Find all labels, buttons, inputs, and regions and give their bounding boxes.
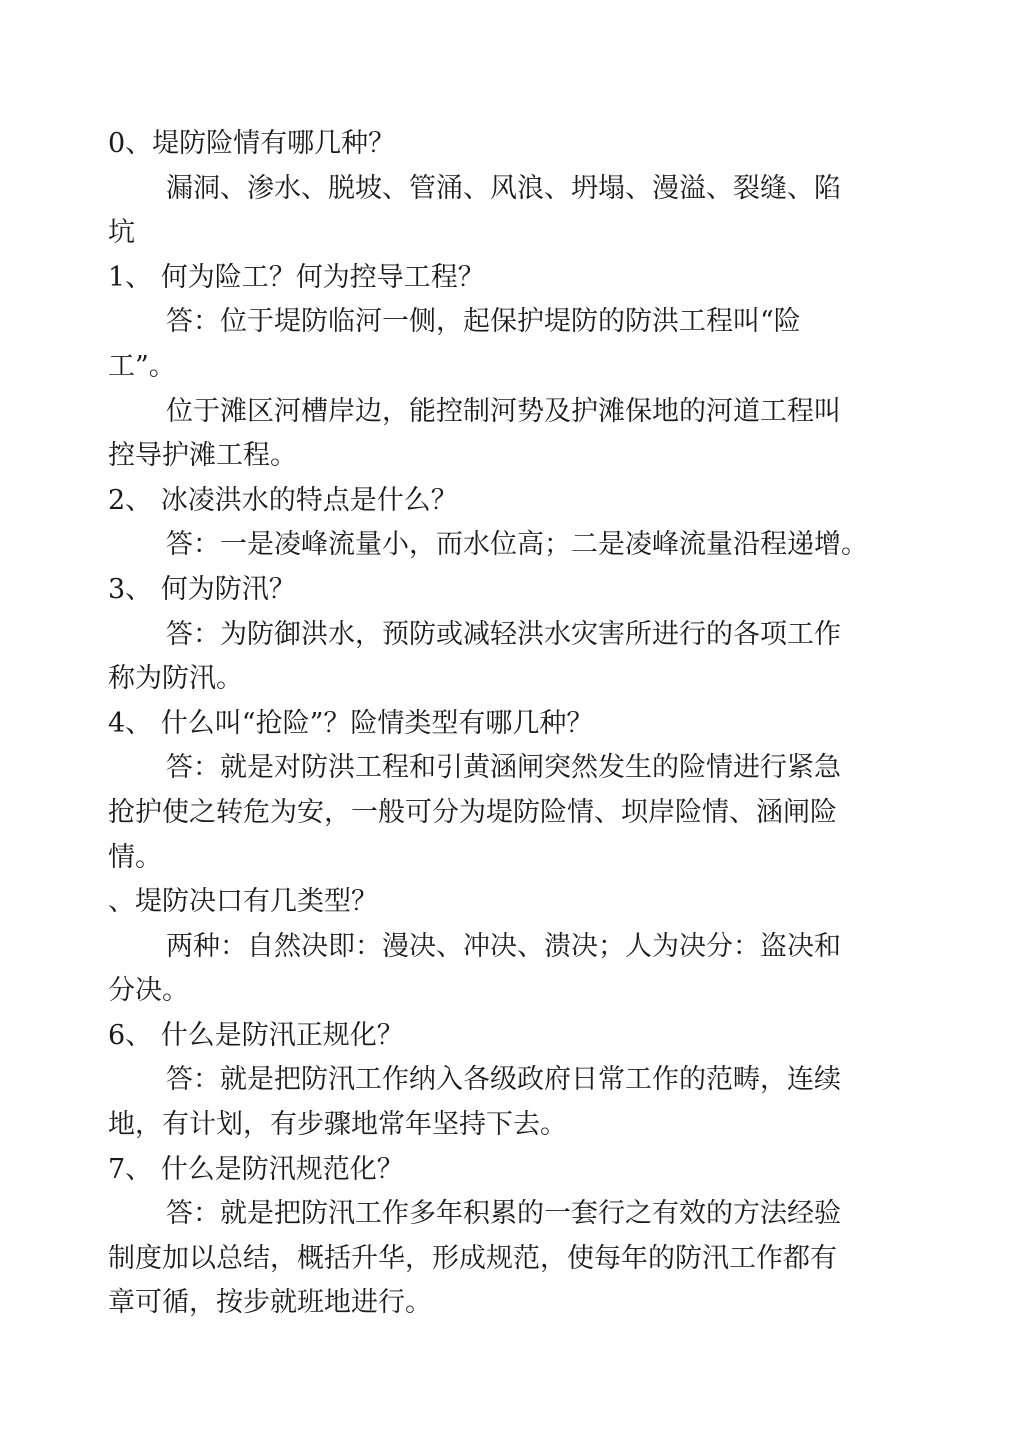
- answer-6-line-1: 答：就是把防汛工作纳入各级政府日常工作的范畴，连续: [166, 1064, 841, 1096]
- answer-5-line-2: 分决。: [108, 975, 189, 1007]
- answer-1-line-1: 答：位于堤防临河一侧，起保护堤防的防洪工程叫“险: [166, 306, 801, 338]
- document-body: [108, 122, 898, 1326]
- answer-3-line-2: 称为防汛。: [108, 663, 243, 695]
- answer-2-line-1: 答：一是凌峰流量小，而水位高；二是凌峰流量沿程递增。: [166, 529, 868, 561]
- question-0-heading: 0、堤防险情有哪几种？: [108, 128, 396, 159]
- answer-3-line-1: 答：为防御洪水，预防或减轻洪水灾害所进行的各项工作: [166, 618, 841, 650]
- answer-6-line-2: 地，有计划，有步骤地常年坚持下去。: [108, 1109, 567, 1141]
- answer-1-line-2: 工”。: [108, 350, 176, 382]
- answer-5-line-1: 两种：自然决即：漫决、冲决、溃决；人为决分：盗决和: [166, 930, 841, 962]
- answer-4-line-2: 抢护使之转危为安，一般可分为堤防险情、坝岸险情、涵闸险: [108, 796, 837, 828]
- question-6-heading: 6、 什么是防汛正规化？: [108, 1019, 404, 1051]
- question-3-heading: 3、 何为防汛？: [108, 573, 296, 605]
- answer-7-line-3: 章可循，按步就班地进行。: [108, 1287, 432, 1319]
- question-1-heading: 1、 何为险工？何为控导工程？: [108, 261, 485, 293]
- answer-7-line-2: 制度加以总结，概括升华，形成规范，使每年的防汛工作都有: [108, 1242, 837, 1274]
- answer-1-line-3: 位于滩区河槽岸边，能控制河势及护滩保地的河道工程叫: [166, 395, 841, 427]
- question-7-heading: 7、 什么是防汛规范化？: [108, 1153, 404, 1185]
- answer-7-line-1: 答：就是把防汛工作多年积累的一套行之有效的方法经验: [166, 1198, 841, 1230]
- question-2-heading: 2、 冰凌洪水的特点是什么？: [108, 484, 458, 516]
- answer-0-line-1: 漏洞、渗水、脱坡、管涌、风浪、坍塌、漫溢、裂缝、陷: [166, 172, 841, 204]
- answer-0-line-2: 坑: [108, 217, 135, 249]
- answer-4-line-3: 情。: [108, 841, 162, 873]
- question-5-heading: 、堤防决口有几类型？: [108, 886, 378, 918]
- question-4-heading: 4、 什么叫“抢险”？险情类型有哪几种？: [108, 707, 594, 739]
- answer-1-line-4: 控导护滩工程。: [108, 440, 297, 472]
- answer-4-line-1: 答：就是对防洪工程和引黄涵闸突然发生的险情进行紧急: [166, 752, 841, 784]
